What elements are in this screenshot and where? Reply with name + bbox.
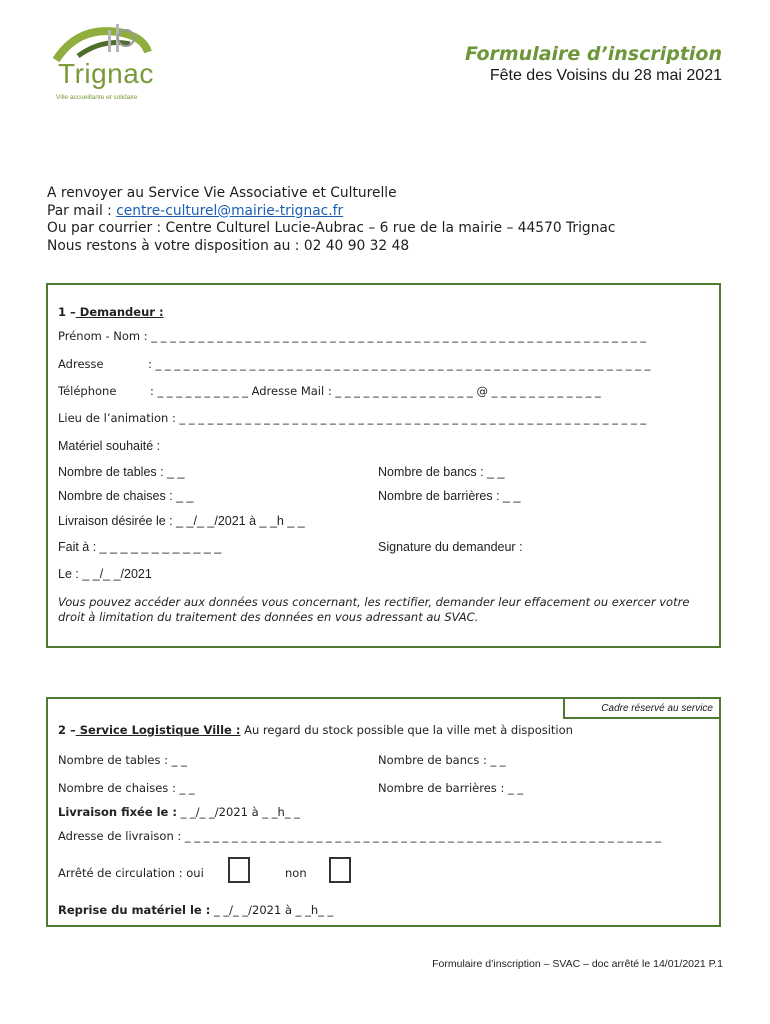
signature-field[interactable]: Signature du demandeur : (378, 540, 523, 554)
section2-number: 2 – (58, 723, 76, 737)
contact-line-1: A renvoyer au Service Vie Associative et Culturelle (47, 185, 397, 201)
trignac-logo (48, 18, 158, 110)
privacy-note: Vous pouvez accéder aux données vous concernant, les rectifier, demander leur effacement ou exercer votre droit à limitation du traitement des données en vous adressant au SVAC. (58, 595, 690, 624)
section2-label: Service Logistique Ville : (75, 723, 241, 737)
s2-bancs-field[interactable]: Nombre de bancs : _ _ (378, 753, 506, 767)
contact-line-4: Nous restons à votre disposition au : 02 40 90 32 48 (47, 237, 410, 254)
s2-barrieres-field[interactable]: Nombre de barrières : _ _ (378, 781, 524, 795)
logo-tagline: Ville accueillante et solidaire (56, 94, 138, 101)
s2-adresse-field[interactable]: Adresse de livraison : _ _ _ _ _ _ _ _ _ _ _ _ _ _ _ _ _ _ _ _ _ _ _ _ _ _ _ _ _ _ _ _ _ _ _ _ _ _ _ _ _ _ _ _ _ _ _ _ _ _ _ (58, 829, 661, 843)
section-logistique (46, 697, 721, 927)
mail-link[interactable]: centre-culturel@mairie-trignac.fr (116, 202, 344, 219)
page-footer: Formulaire d’inscription – SVAC – doc arrêté le 14/01/2021 P.1 (432, 958, 723, 970)
telephone-mail-field[interactable]: : _ _ _ _ _ _ _ _ _ _ Adresse Mail : _ _ _ _ _ _ _ _ _ _ _ _ _ _ _ @ _ _ _ _ _ _ _ _ _ _ _ _ (150, 384, 601, 398)
s2-chaises-field[interactable]: Nombre de chaises : _ _ (58, 781, 195, 795)
s2-reprise-value: _ _/_ _/2021 à _ _h_ _ (210, 903, 334, 917)
contact-line-3: Ou par courrier : Centre Culturel Lucie-Aubrac – 6 rue de la mairie – 44570 Trignac (47, 220, 616, 236)
section1-number: 1 – (58, 305, 76, 319)
section-demandeur (46, 283, 721, 648)
non-checkbox[interactable] (329, 857, 351, 883)
lieu-field[interactable]: Lieu de l’animation : _ _ _ _ _ _ _ _ _ _ _ _ _ _ _ _ _ _ _ _ _ _ _ _ _ _ _ _ _ _ _ _ _ _ _ _ _ _ _ _ _ _ _ _ _ _ _ _ _ _ (58, 411, 647, 425)
livraison-field[interactable]: Livraison désirée le : _ _/_ _/2021 à _ _h _ _ (58, 514, 305, 528)
logo-name: Trignac (58, 58, 154, 89)
contact-line-mail (47, 203, 615, 221)
chaises-field[interactable]: Nombre de chaises : _ _ (58, 489, 194, 503)
form-title: Formulaire d’inscription (464, 43, 722, 65)
reserved-label: Cadre réservé au service (563, 697, 721, 719)
tables-field[interactable]: Nombre de tables : _ _ (58, 465, 185, 479)
contact-block (47, 185, 615, 255)
s2-tables-field[interactable]: Nombre de tables : _ _ (58, 753, 187, 767)
barrieres-field[interactable]: Nombre de barrières : _ _ (378, 489, 521, 503)
bancs-field[interactable]: Nombre de bancs : _ _ (378, 465, 505, 479)
section1-heading (58, 305, 164, 319)
arrete-label: Arrêté de circulation : oui (58, 866, 204, 880)
s2-reprise-field[interactable] (58, 903, 333, 917)
adresse-field[interactable]: : _ _ _ _ _ _ _ _ _ _ _ _ _ _ _ _ _ _ _ _ _ _ _ _ _ _ _ _ _ _ _ _ _ _ _ _ _ _ _ _ _ _ _ _ _ _ _ _ _ _ _ _ _ (148, 357, 651, 371)
mail-prefix: Par mail : (47, 202, 117, 219)
s2-livraison-label: Livraison fixée le : (58, 805, 177, 819)
s2-livraison-field[interactable] (58, 805, 300, 819)
section1-label: Demandeur : (75, 305, 164, 319)
fait-field[interactable]: Fait à : _ _ _ _ _ _ _ _ _ _ _ _ (58, 540, 222, 554)
adresse-label: Adresse (58, 357, 104, 371)
s2-reprise-label: Reprise du matériel le : (58, 903, 211, 917)
prenom-field[interactable]: Prénom - Nom : _ _ _ _ _ _ _ _ _ _ _ _ _ _ _ _ _ _ _ _ _ _ _ _ _ _ _ _ _ _ _ _ _ _ _ _ _ _ _ _ _ _ _ _ _ _ _ _ _ _ _ _ _ (58, 329, 647, 343)
form-subtitle: Fête des Voisins du 28 mai 2021 (489, 67, 722, 84)
materiel-label: Matériel souhaité : (58, 439, 161, 453)
oui-checkbox[interactable] (228, 857, 250, 883)
date-field[interactable]: Le : _ _/_ _/2021 (58, 567, 152, 581)
section2-subtext: Au regard du stock possible que la ville met à disposition (240, 723, 573, 737)
non-label: non (285, 866, 307, 880)
section2-heading (58, 723, 573, 737)
telephone-label: Téléphone (58, 384, 117, 398)
s2-livraison-value: _ _/_ _/2021 à _ _h_ _ (176, 805, 300, 819)
